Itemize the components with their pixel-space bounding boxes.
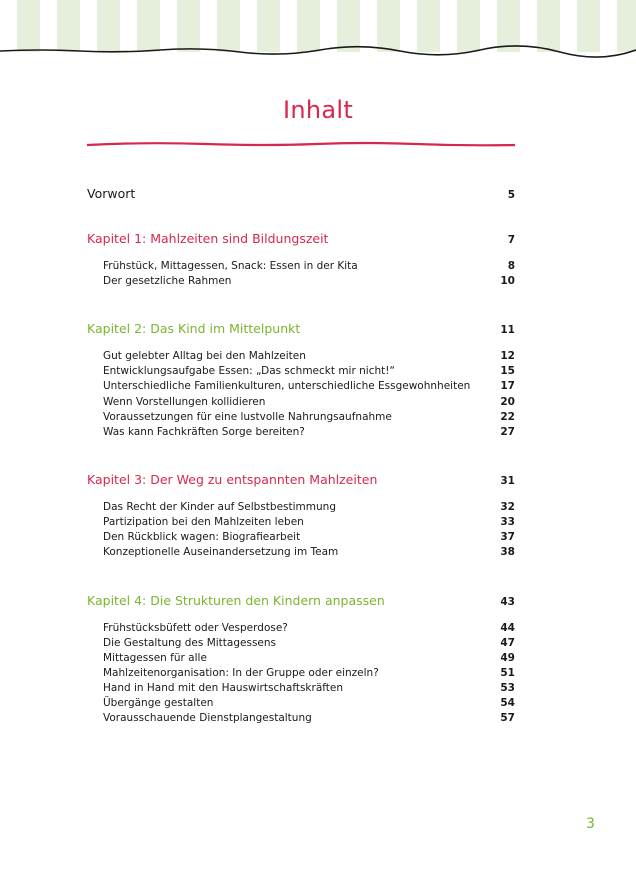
toc-entry-page: 54 — [500, 697, 515, 709]
toc-entry-title: Frühstücksbüfett oder Vesperdose? — [103, 622, 288, 634]
toc-entry-page: 38 — [500, 546, 515, 558]
title-underline — [86, 138, 516, 150]
toc-entry-title: Gut gelebter Alltag bei den Mahlzeiten — [103, 350, 306, 362]
toc-entry[interactable] — [103, 531, 515, 543]
toc-entry-page: 33 — [500, 516, 515, 528]
toc-entry-title: Mittagessen für alle — [103, 652, 207, 664]
page-number: 3 — [586, 816, 595, 832]
page-title: Inhalt — [282, 96, 354, 124]
toc-entry-title: Vorwort — [87, 186, 136, 201]
toc-entry-page: 20 — [500, 396, 515, 408]
toc-entry-title: Der gesetzliche Rahmen — [103, 275, 232, 287]
toc-chapter-1[interactable] — [87, 231, 515, 246]
toc-entry-page: 15 — [500, 365, 515, 377]
toc-entry[interactable] — [103, 275, 515, 287]
toc-entry[interactable] — [103, 652, 515, 664]
toc-entry-title: Übergänge gestalten — [103, 697, 214, 709]
toc-entry[interactable] — [103, 426, 515, 438]
toc-entry[interactable] — [103, 546, 515, 558]
toc-chapter-page: 11 — [500, 324, 515, 336]
toc-entry[interactable] — [103, 682, 515, 694]
toc-entry-page: 12 — [500, 350, 515, 362]
toc-entry-preface[interactable] — [87, 186, 515, 201]
toc-entry[interactable] — [103, 667, 515, 679]
toc-chapter-4[interactable] — [87, 593, 515, 608]
toc-entry-page: 10 — [500, 275, 515, 287]
toc-chapter-page: 7 — [507, 234, 515, 246]
toc-entry-page: 53 — [500, 682, 515, 694]
toc-entry[interactable] — [103, 411, 515, 423]
toc-entry-page: 44 — [500, 622, 515, 634]
top-divider-line — [0, 44, 636, 58]
toc-entry[interactable] — [103, 365, 515, 377]
toc-chapter-title: Kapitel 1: Mahlzeiten sind Bildungszeit — [87, 231, 329, 246]
toc-entry-title: Die Gestaltung des Mittagessens — [103, 637, 276, 649]
toc-entry[interactable] — [103, 712, 515, 724]
toc-entry[interactable] — [103, 260, 515, 272]
toc-entry-page: 49 — [500, 652, 515, 664]
toc-entry-title: Hand in Hand mit den Hauswirtschaftskräften — [103, 682, 344, 694]
toc-entry-page: 57 — [500, 712, 515, 724]
toc-entry[interactable] — [103, 637, 515, 649]
toc-chapter-3[interactable] — [87, 472, 515, 487]
toc-entry-page: 51 — [500, 667, 515, 679]
toc-entry-page: 32 — [500, 501, 515, 513]
toc-entry-title: Partizipation bei den Mahlzeiten leben — [103, 516, 304, 528]
toc-entry-title: Den Rückblick wagen: Biografiearbeit — [103, 531, 301, 543]
toc-entry[interactable] — [103, 516, 515, 528]
toc-entry-title: Frühstück, Mittagessen, Snack: Essen in der Kita — [103, 260, 358, 272]
toc-entry[interactable] — [103, 501, 515, 513]
toc-entry-title: Mahlzeitenorganisation: In der Gruppe oder einzeln? — [103, 667, 379, 679]
toc-entry-title: Vorausschauende Dienstplangestaltung — [103, 712, 312, 724]
toc-entry-page: 5 — [507, 189, 515, 201]
toc-entry-title: Was kann Fachkräften Sorge bereiten? — [103, 426, 305, 438]
toc-chapter-page: 43 — [500, 596, 515, 608]
toc-entry[interactable] — [103, 622, 515, 634]
toc-entry-title: Entwicklungsaufgabe Essen: „Das schmeckt mir nicht!“ — [103, 365, 395, 377]
toc-entry-title: Unterschiedliche Familienkulturen, unterschiedliche Essgewohnheiten — [103, 380, 471, 392]
toc-entry[interactable] — [103, 396, 515, 408]
toc-chapter-title: Kapitel 2: Das Kind im Mittelpunkt — [87, 321, 301, 336]
toc-entry-page: 27 — [500, 426, 515, 438]
toc-chapter-page: 31 — [500, 475, 515, 487]
toc-entry-title: Voraussetzungen für eine lustvolle Nahrungsaufnahme — [103, 411, 392, 423]
toc-chapter-2[interactable] — [87, 321, 515, 336]
toc-entry-page: 8 — [507, 260, 515, 272]
toc-entry-page: 22 — [500, 411, 515, 423]
toc-chapter-title: Kapitel 3: Der Weg zu entspannten Mahlzeiten — [87, 472, 378, 487]
toc-entry-title: Konzeptionelle Auseinandersetzung im Team — [103, 546, 339, 558]
toc-chapter-title: Kapitel 4: Die Strukturen den Kindern anpassen — [87, 593, 385, 608]
toc-entry[interactable] — [103, 350, 515, 362]
toc-entry-page: 47 — [500, 637, 515, 649]
toc-entry-title: Wenn Vorstellungen kollidieren — [103, 396, 266, 408]
toc-entry-page: 17 — [500, 380, 515, 392]
toc-entry-title: Das Recht der Kinder auf Selbstbestimmung — [103, 501, 336, 513]
toc-entry[interactable] — [103, 697, 515, 709]
toc-entry[interactable] — [103, 380, 515, 392]
toc-entry-page: 37 — [500, 531, 515, 543]
